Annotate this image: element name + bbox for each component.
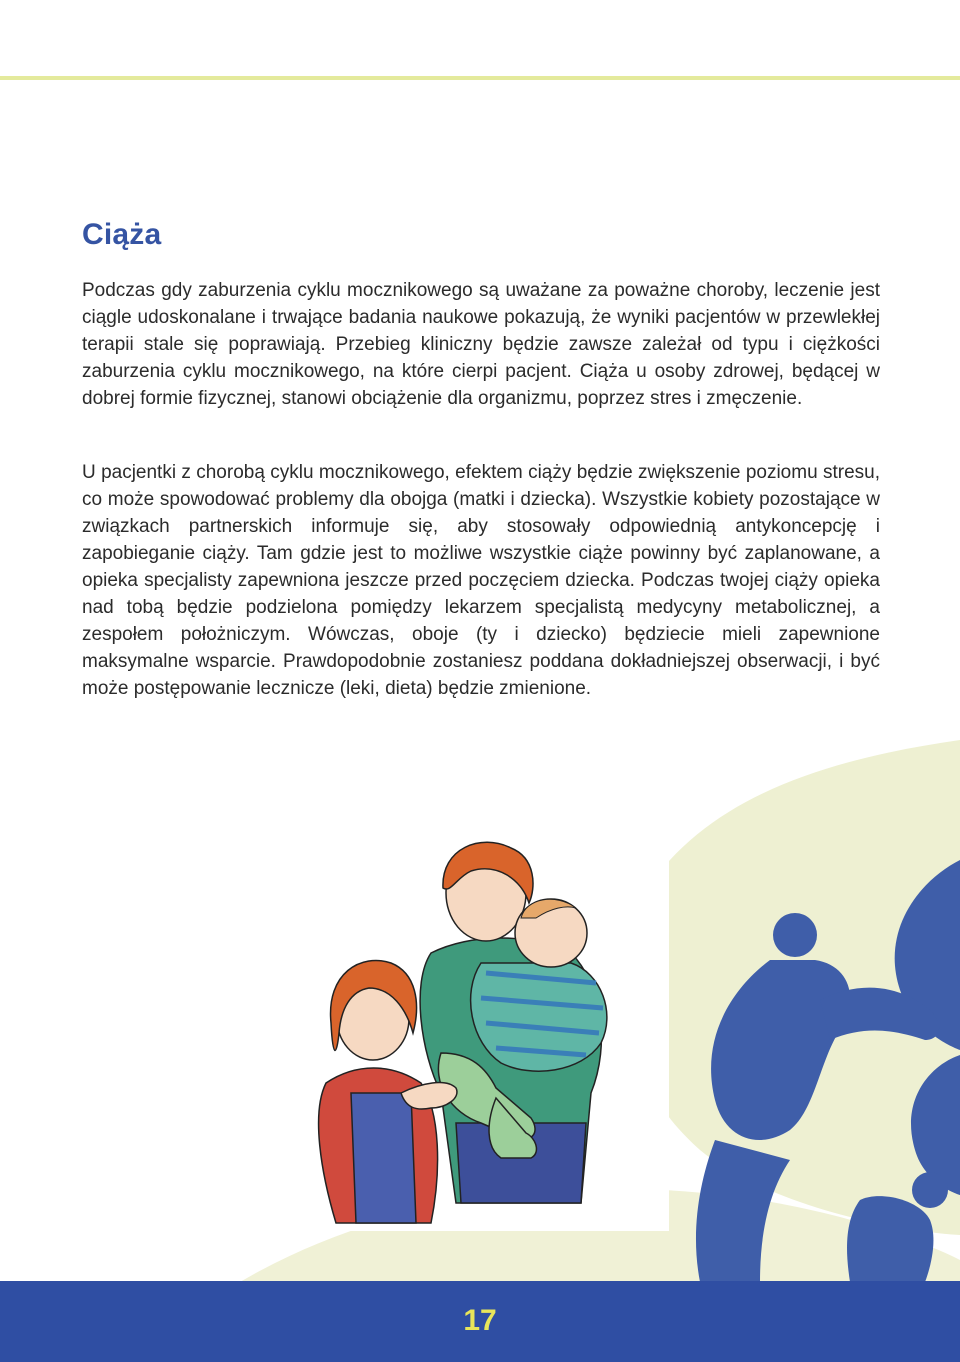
family-illustration-icon: [281, 793, 669, 1231]
family-illustration: [281, 793, 669, 1231]
page-title: Ciąża: [82, 218, 162, 251]
body-paragraph-2: U pacjentki z chorobą cyklu mocznikowego, efektem ciąży będzie zwiększenie poziomu stresu, co może spowodować problemy dla obojga (matki i dziecka). Wszystkie kobiety pozostające w związkach partnerskich informuje się, aby stosowały odpowiednią antykoncepcję i zapobieganie ciąży. Tam gdzie jest to możliwe wszystkie ciąże powinny być zaplanowane, a opieka specjalisty zapewniona jeszcze przed poczęciem dziecka. Podczas twojej ciąży opieka nad tobą będzie podzielona pomiędzy lekarzem specjalistą medycyny metabolicznej, a zespołem położniczym. Wówczas, oboje (ty i dziecko) będziecie mieli zapewnione maksymalne wsparcie. Prawdopodobnie zostaniesz poddana dokładniejszej obserwacji, i być może postępowanie lecznicze (leki, dieta) będzie zmienione.: [82, 462, 880, 699]
body-paragraph-1: Podczas gdy zaburzenia cyklu mocznikowego są uważane za poważne choroby, leczenie jest ciągle udoskonalane i trwające badania naukowe pokazują, że wyniki pacjentów w przewlekłej terapii stale się poprawiają. Przebieg kliniczny będzie zawsze zależał od typu i ciężkości zaburzenia cyklu mocznikowego, na które cierpi pacjent. Ciąża u osoby zdrowej, będącej w dobrej formie fizycznej, stanowi obciążenie dla organizmu, poprzez stres i zmęczenie.: [82, 280, 880, 409]
page-number: 17: [463, 1304, 497, 1337]
